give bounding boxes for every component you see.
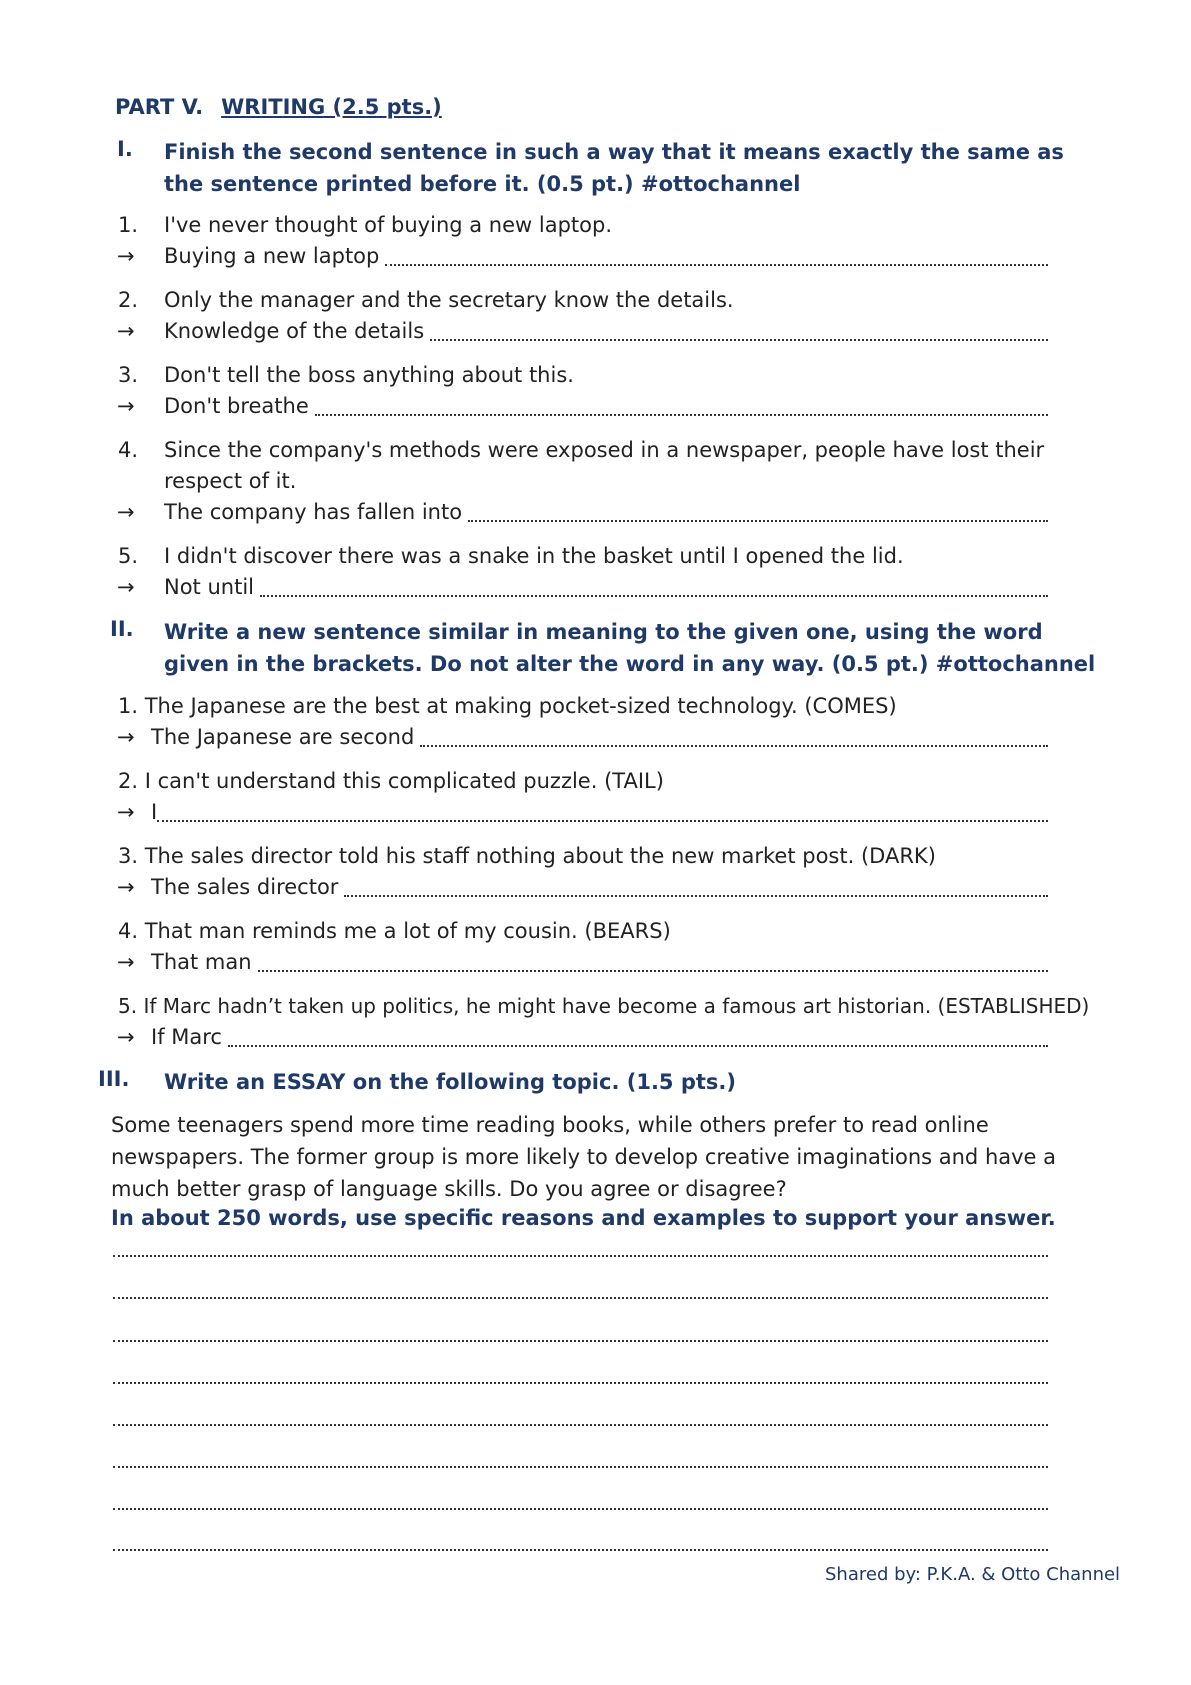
section-1-number: I. xyxy=(117,137,133,161)
s2-item-1-keyword: (COMES) xyxy=(804,694,897,718)
s2-item-1-number: 1. xyxy=(118,694,139,718)
essay-task: In about 250 words, use specific reasons and examples to support your answer. xyxy=(111,1206,1056,1230)
s1-item-1-sentence: I've never thought of buying a new laptop. xyxy=(164,213,613,237)
s2-item-2-keyword: (TAIL) xyxy=(604,769,664,793)
s1-item-4-sentence: Since the company's methods were exposed in a newspaper, people have lost their respect of it. xyxy=(164,438,1045,493)
s2-item-5-number: 5. xyxy=(118,994,138,1018)
part-title xyxy=(115,95,442,119)
s2-item-1-answer-line[interactable] xyxy=(151,722,1048,753)
s2-item-1-line xyxy=(118,691,897,722)
s1-item-5-prompt: Not until xyxy=(164,575,254,599)
section-1-instruction: Finish the second sentence in such a way that it means exactly the same as the sentence printed before it. (0.5 pt.) #ottochannel xyxy=(164,140,1064,196)
essay-writing-line-4[interactable] xyxy=(113,1382,1048,1384)
s2-item-5-prompt: If Marc xyxy=(151,1025,222,1049)
s1-item-2-sentence: Only the manager and the secretary know the details. xyxy=(164,288,734,312)
s2-item-3-number: 3. xyxy=(118,844,139,868)
s2-item-3-line xyxy=(118,841,936,872)
section-3-instruction: Write an ESSAY on the following topic. (1.5 pts.) xyxy=(164,1070,736,1094)
essay-writing-line-2[interactable] xyxy=(113,1297,1048,1299)
footer-credit: Shared by: P.K.A. & Otto Channel xyxy=(825,1564,1121,1585)
s1-item-3-prompt: Don't breathe xyxy=(164,394,309,418)
arrow-icon: → xyxy=(117,950,135,974)
s2-item-4-keyword: (BEARS) xyxy=(584,919,671,943)
s2-item-5-sentence: If Marc hadn’t taken up politics, he might have become a famous art historian. xyxy=(143,994,932,1018)
part-heading: WRITING (2.5 pts.) xyxy=(221,95,442,119)
s2-item-4-line xyxy=(118,916,671,947)
s1-item-3-sentence: Don't tell the boss anything about this. xyxy=(164,363,574,387)
s2-item-5-keyword: (ESTABLISHED) xyxy=(937,994,1090,1018)
s2-item-3-sentence: The sales director told his staff nothing about the new market post. xyxy=(144,844,855,868)
s1-item-4-prompt: The company has fallen into xyxy=(164,500,463,524)
s2-item-5-line xyxy=(118,991,1089,1022)
s1-item-3-number: 3. xyxy=(118,363,139,387)
essay-topic: Some teenagers spend more time reading books, while others prefer to read online newspapers. The former group is more likely to develop creative imaginations and have a much better grasp of language skills. Do you agree or disagree? xyxy=(111,1113,1057,1201)
part-label: PART V. xyxy=(115,95,204,119)
arrow-icon: → xyxy=(117,800,135,824)
essay-writing-line-7[interactable] xyxy=(113,1508,1048,1510)
s1-item-1-answer-line[interactable] xyxy=(164,241,1048,272)
s2-item-4-sentence: That man reminds me a lot of my cousin. xyxy=(144,919,578,943)
s1-item-4-number: 4. xyxy=(118,438,139,462)
s2-item-4-number: 4. xyxy=(118,919,139,943)
s2-item-2-answer-line[interactable] xyxy=(151,797,1048,828)
arrow-icon: → xyxy=(117,725,135,749)
section-2-number: II. xyxy=(110,617,134,641)
s2-item-4-prompt: That man xyxy=(151,950,252,974)
s2-item-2-number: 2. xyxy=(118,769,139,793)
essay-writing-line-5[interactable] xyxy=(113,1424,1048,1426)
s2-item-1-prompt: The Japanese are second xyxy=(151,725,415,749)
s2-item-3-answer-line[interactable] xyxy=(151,872,1048,903)
s2-item-2-prompt: I xyxy=(151,800,158,824)
s1-item-3-answer-line[interactable] xyxy=(164,391,1048,422)
essay-writing-line-3[interactable] xyxy=(113,1340,1048,1342)
section-2-instruction: Write a new sentence similar in meaning to the given one, using the word given in the brackets. Do not alter the word in any way. (0.5 pt.) #ottochannel xyxy=(164,620,1096,676)
essay-writing-line-8[interactable] xyxy=(113,1549,1048,1551)
arrow-icon: → xyxy=(117,394,135,418)
arrow-icon: → xyxy=(117,244,135,268)
arrow-icon: → xyxy=(117,319,135,343)
arrow-icon: → xyxy=(117,1025,135,1049)
s2-item-2-sentence: I can't understand this complicated puzzle. xyxy=(144,769,598,793)
section-3-number: III. xyxy=(98,1067,130,1091)
s2-item-3-prompt: The sales director xyxy=(151,875,339,899)
s1-item-1-prompt: Buying a new laptop xyxy=(164,244,380,268)
essay-writing-line-6[interactable] xyxy=(113,1466,1048,1468)
s1-item-1-number: 1. xyxy=(118,213,139,237)
s1-item-4-answer-line[interactable] xyxy=(164,497,1048,528)
s2-item-1-sentence: The Japanese are the best at making pocket-sized technology. xyxy=(144,694,798,718)
s1-item-5-sentence: I didn't discover there was a snake in the basket until I opened the lid. xyxy=(164,544,904,568)
s1-item-2-prompt: Knowledge of the details xyxy=(164,319,425,343)
arrow-icon: → xyxy=(117,575,135,599)
s1-item-5-answer-line[interactable] xyxy=(164,572,1048,603)
essay-writing-line-1[interactable] xyxy=(113,1255,1048,1257)
s2-item-5-answer-line[interactable] xyxy=(151,1022,1048,1053)
s1-item-5-number: 5. xyxy=(118,544,139,568)
s1-item-2-answer-line[interactable] xyxy=(164,316,1048,347)
arrow-icon: → xyxy=(117,875,135,899)
s2-item-4-answer-line[interactable] xyxy=(151,947,1048,978)
arrow-icon: → xyxy=(117,500,135,524)
s1-item-2-number: 2. xyxy=(118,288,139,312)
s2-item-2-line xyxy=(118,766,664,797)
s2-item-3-keyword: (DARK) xyxy=(860,844,936,868)
